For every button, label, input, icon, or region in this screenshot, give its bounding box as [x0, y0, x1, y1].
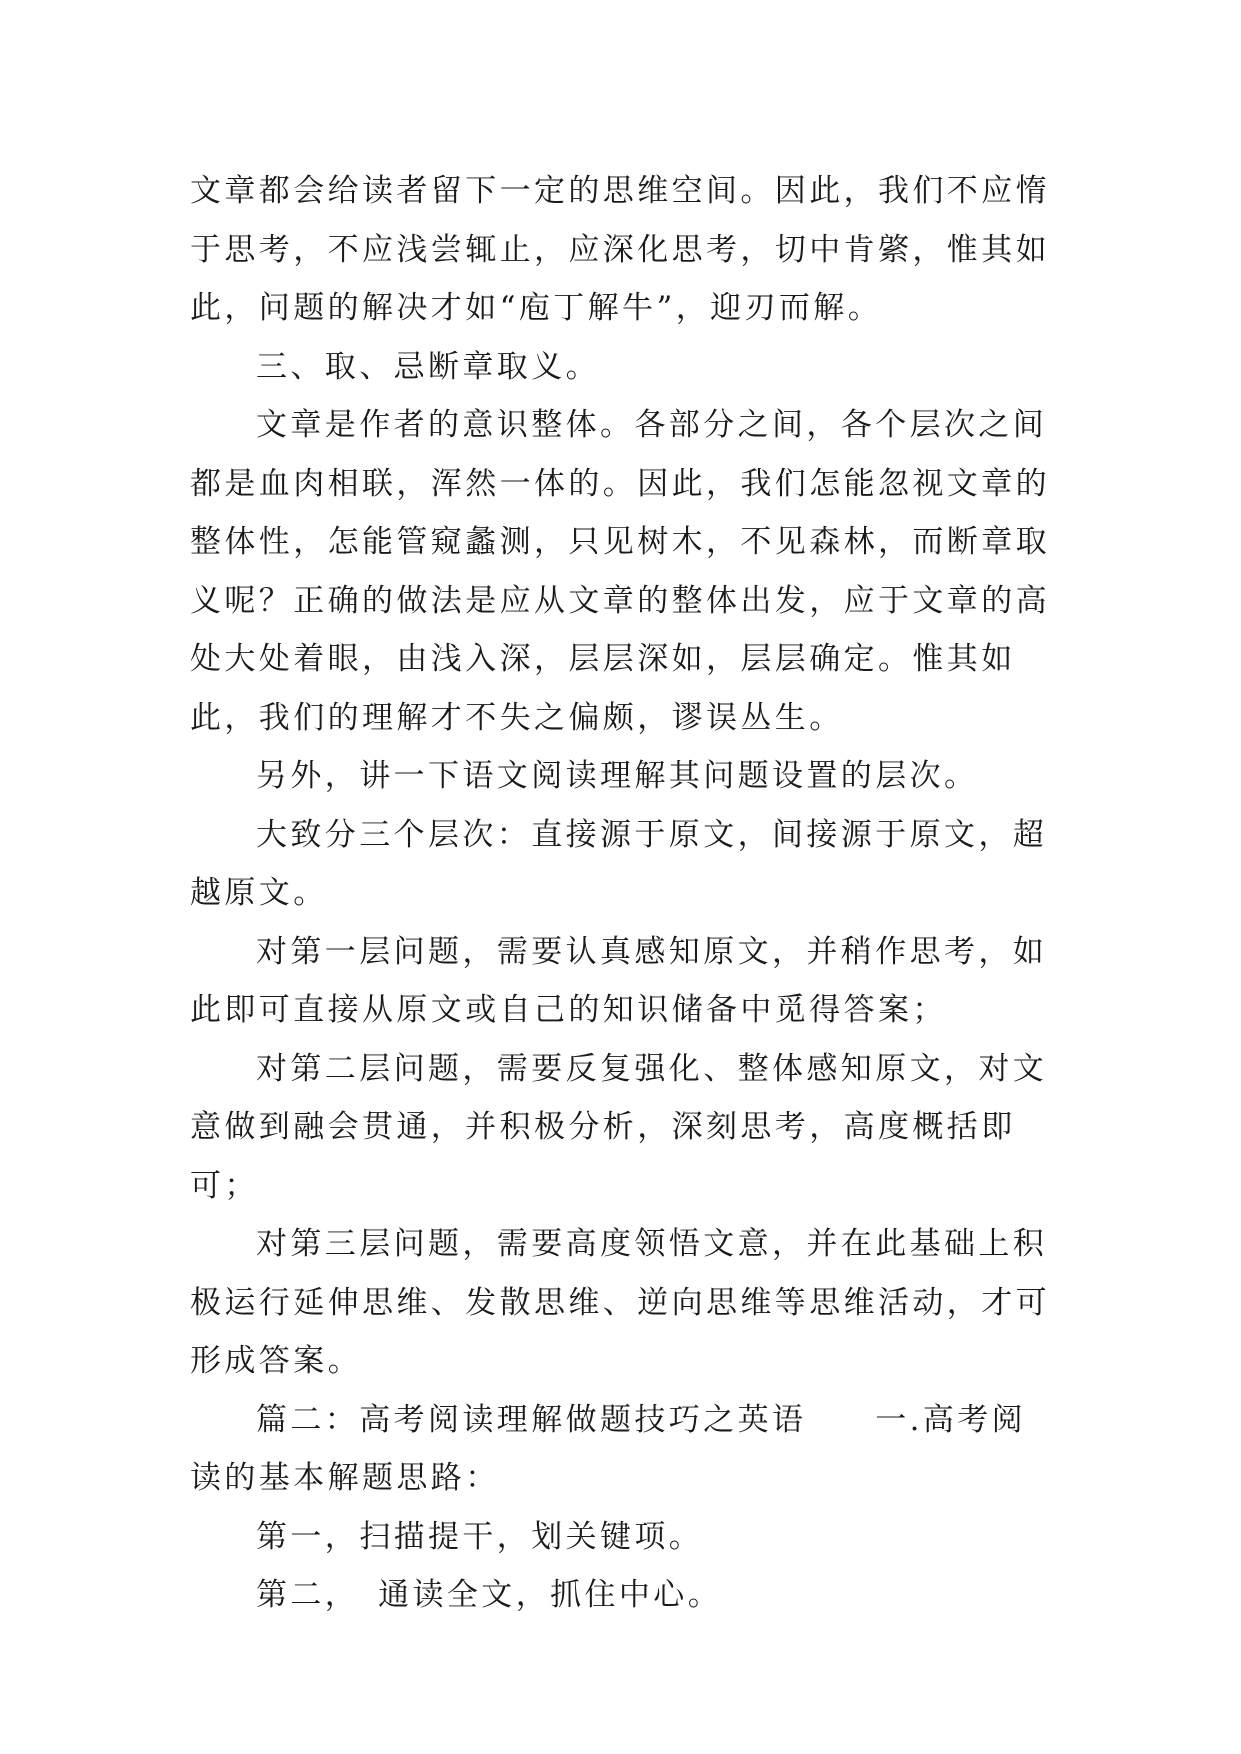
paragraph-5: 大致分三个层次：直接源于原文，间接源于原文，超越原文。: [190, 816, 1048, 911]
paragraph-6: 对第一层问题，需要认真感知原文，并稍作思考，如此即可直接从原文或自己的知识储备中觅得答案；: [190, 933, 1048, 1028]
paragraph-4: 另外，讲一下语文阅读理解其问题设置的层次。: [256, 758, 979, 794]
paragraph-1: 文章都会给读者留下一定的思维空间。因此，我们不应惰于思考，不应浅尝辄止，应深化思考，切中肯綮，惟其如此，问题的解决才如“庖丁解牛”，迎刃而解。: [190, 173, 1050, 326]
article-heading: 篇二：高考阅读理解做题技巧之英语 一.高考阅读的基本解题思路：: [190, 1401, 1027, 1496]
paragraph-7: 对第二层问题，需要反复强化、整体感知原文，对文意做到融会贯通，并积极分析，深刻思考，高度概括即可；: [190, 1050, 1048, 1204]
paragraph-8: 对第三层问题，需要高度领悟文意，并在此基础上积极运行延伸思维、发散思维、逆向思维等思维活动，才可形成答案。: [190, 1226, 1050, 1379]
step-item-2: 第二， 通读全文，抓住中心。: [256, 1577, 723, 1613]
step-item-1: 第一，扫描提干，划关键项。: [256, 1518, 704, 1555]
section-heading-3: 三、取、忌断章取义。: [256, 348, 600, 385]
document-body: [190, 162, 1050, 1625]
paragraph-3: 文章是作者的意识整体。各部分之间，各个层次之间都是血肉相联，浑然一体的。因此，我们怎能忽视文章的整体性，怎能管窥蠡测，只见树木，不见森林，而断章取义呢？正确的做法是应从文章的整体出发，应于文章的高处大处着眼，由浅入深，层层深如，层层确定。惟其如此，我们的理解才不失之偏颇，谬误丛生。: [190, 407, 1050, 736]
